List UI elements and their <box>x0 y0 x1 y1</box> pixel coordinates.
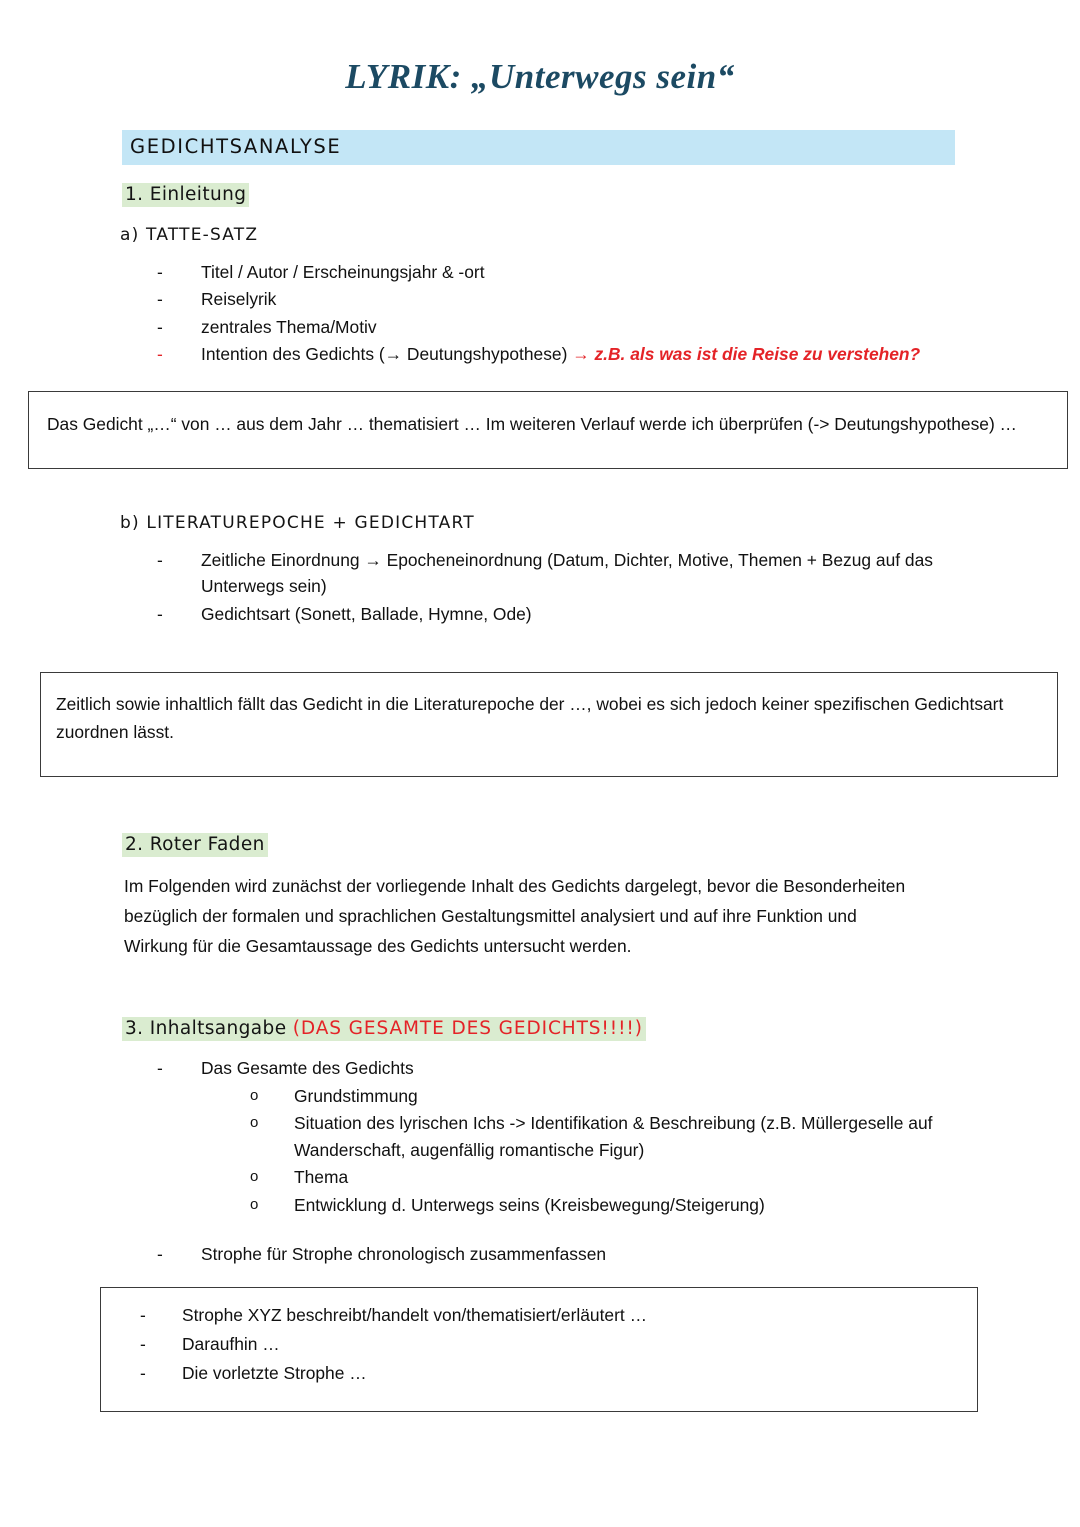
list-item-label: Reiselyrik <box>201 289 277 309</box>
list-item-label: Situation des lyrischen Ichs -> Identifikation & Beschreibung (z.B. Müllergeselle auf Wanderschaft, augenfällig romantische Figur) <box>294 1113 933 1160</box>
list-item-annotation-red: → z.B. als was ist die Reise zu verstehen? <box>572 344 921 364</box>
dash-bullet-icon: - <box>157 549 163 570</box>
example-box-literaturepoche: Zeitlich sowie inhaltlich fällt das Gedicht in die Literaturepoche der …, wobei es sich jedoch keiner spezifischen Gedichtsart zuordnen lässt. <box>40 672 1058 777</box>
dash-bullet-icon: - <box>157 1244 163 1264</box>
list-inhaltsangabe-last <box>157 1241 1080 1268</box>
list-item-label: Zeitliche Einordnung → Epocheneinordnung (Datum, Dichter, Motive, Themen + Bezug auf das Unterwegs sein) <box>201 549 933 596</box>
dash-bullet-icon: - <box>140 1304 146 1325</box>
dash-bullet-icon: - <box>140 1362 146 1383</box>
paragraph-roter-faden: Im Folgenden wird zunächst der vorliegende Inhalt des Gedichts dargelegt, bevor die Besonderheiten bezüglich der formalen und sprachlichen Gestaltungsmittel analysiert und auf ihre Funktion und Wirkung für die Gesamtaussage des Gedichts untersucht werden. <box>124 876 906 956</box>
list-item-label: Strophe XYZ beschreibt/handelt von/thematisiert/erläutert … <box>182 1304 647 1325</box>
heading-literaturepoche: b) LITERATUREPOCHE + GEDICHTART <box>120 512 475 533</box>
heading-inhaltsangabe-main: 3. Inhaltsangabe <box>125 1018 287 1039</box>
list-item <box>157 1241 1080 1268</box>
list-item <box>140 1331 957 1358</box>
dash-bullet-icon: - <box>157 603 163 624</box>
heading-inhaltsangabe-emphasis: (DAS GESAMTE DES GEDICHTS!!!!) <box>292 1018 643 1039</box>
list-item <box>250 1192 1080 1219</box>
heading-roter-faden: 2. Roter Faden <box>122 833 268 857</box>
list-item-label: Grundstimmung <box>294 1085 418 1106</box>
example-box-strophe <box>100 1287 978 1412</box>
section-banner-gedichtsanalyse: GEDICHTSANALYSE <box>122 130 955 165</box>
list-item-label: Das Gesamte des Gedichts <box>201 1058 414 1078</box>
dash-bullet-icon: - <box>157 1058 163 1078</box>
list-item-label: Daraufhin … <box>182 1333 280 1354</box>
list-item <box>250 1083 1080 1110</box>
list-item <box>157 286 1080 313</box>
list-item-label: Thema <box>294 1167 349 1187</box>
circle-bullet-icon: o <box>250 1195 259 1213</box>
list-item <box>140 1360 957 1387</box>
list-item <box>157 314 1080 341</box>
heading-roter-faden-wrap <box>0 833 1080 857</box>
list-box-strophe <box>140 1302 957 1387</box>
list-item <box>157 1055 1080 1082</box>
list-inhaltsangabe-main <box>157 1055 1080 1082</box>
list-item <box>140 1302 957 1329</box>
list-item-label: Die vorletzte Strophe … <box>182 1362 367 1383</box>
dash-bullet-icon: - <box>157 344 163 364</box>
dash-bullet-icon: - <box>157 261 163 282</box>
list-item <box>157 547 991 600</box>
dash-bullet-icon: - <box>157 289 163 309</box>
list-item-label: Titel / Autor / Erscheinungsjahr & -ort <box>201 261 485 282</box>
heading-einleitung: 1. Einleitung <box>122 183 249 207</box>
list-item <box>250 1164 1080 1191</box>
list-inhaltsangabe-sub <box>250 1083 1080 1219</box>
heading-inhaltsangabe <box>122 1017 646 1041</box>
page-title: LYRIK: „Unterwegs sein“ <box>345 57 735 96</box>
list-item <box>250 1110 994 1163</box>
example-box-tatte-satz: Das Gedicht „…“ von … aus dem Jahr … thematisiert … Im weiteren Verlauf werde ich überprüfen (-> Deutungshypothese) … <box>28 391 1068 469</box>
list-item-label: Strophe für Strophe chronologisch zusammenfassen <box>201 1244 607 1264</box>
heading-tatte-satz: a) TATTE-SATZ <box>120 224 259 245</box>
heading-einleitung-wrap <box>0 183 1080 207</box>
list-tatte-satz <box>157 259 1080 368</box>
heading-inhaltsangabe-wrap <box>0 1017 1080 1041</box>
circle-bullet-icon: o <box>250 1086 259 1104</box>
list-literaturepoche <box>157 547 1080 628</box>
list-item-label: Gedichtsart (Sonett, Ballade, Hymne, Ode) <box>201 603 532 624</box>
list-item-intention <box>157 341 1080 368</box>
circle-bullet-icon: o <box>250 1168 259 1185</box>
dash-bullet-icon: - <box>140 1333 146 1354</box>
list-item <box>157 601 1080 628</box>
circle-bullet-icon: o <box>250 1114 259 1131</box>
list-item <box>157 259 1080 286</box>
list-item-label: Entwicklung d. Unterwegs seins (Kreisbewegung/Steigerung) <box>294 1194 765 1215</box>
list-item-label: Intention des Gedichts (→ Deutungshypothese) <box>201 344 568 364</box>
dash-bullet-icon: - <box>157 316 163 337</box>
list-item-label: zentrales Thema/Motiv <box>201 316 377 337</box>
